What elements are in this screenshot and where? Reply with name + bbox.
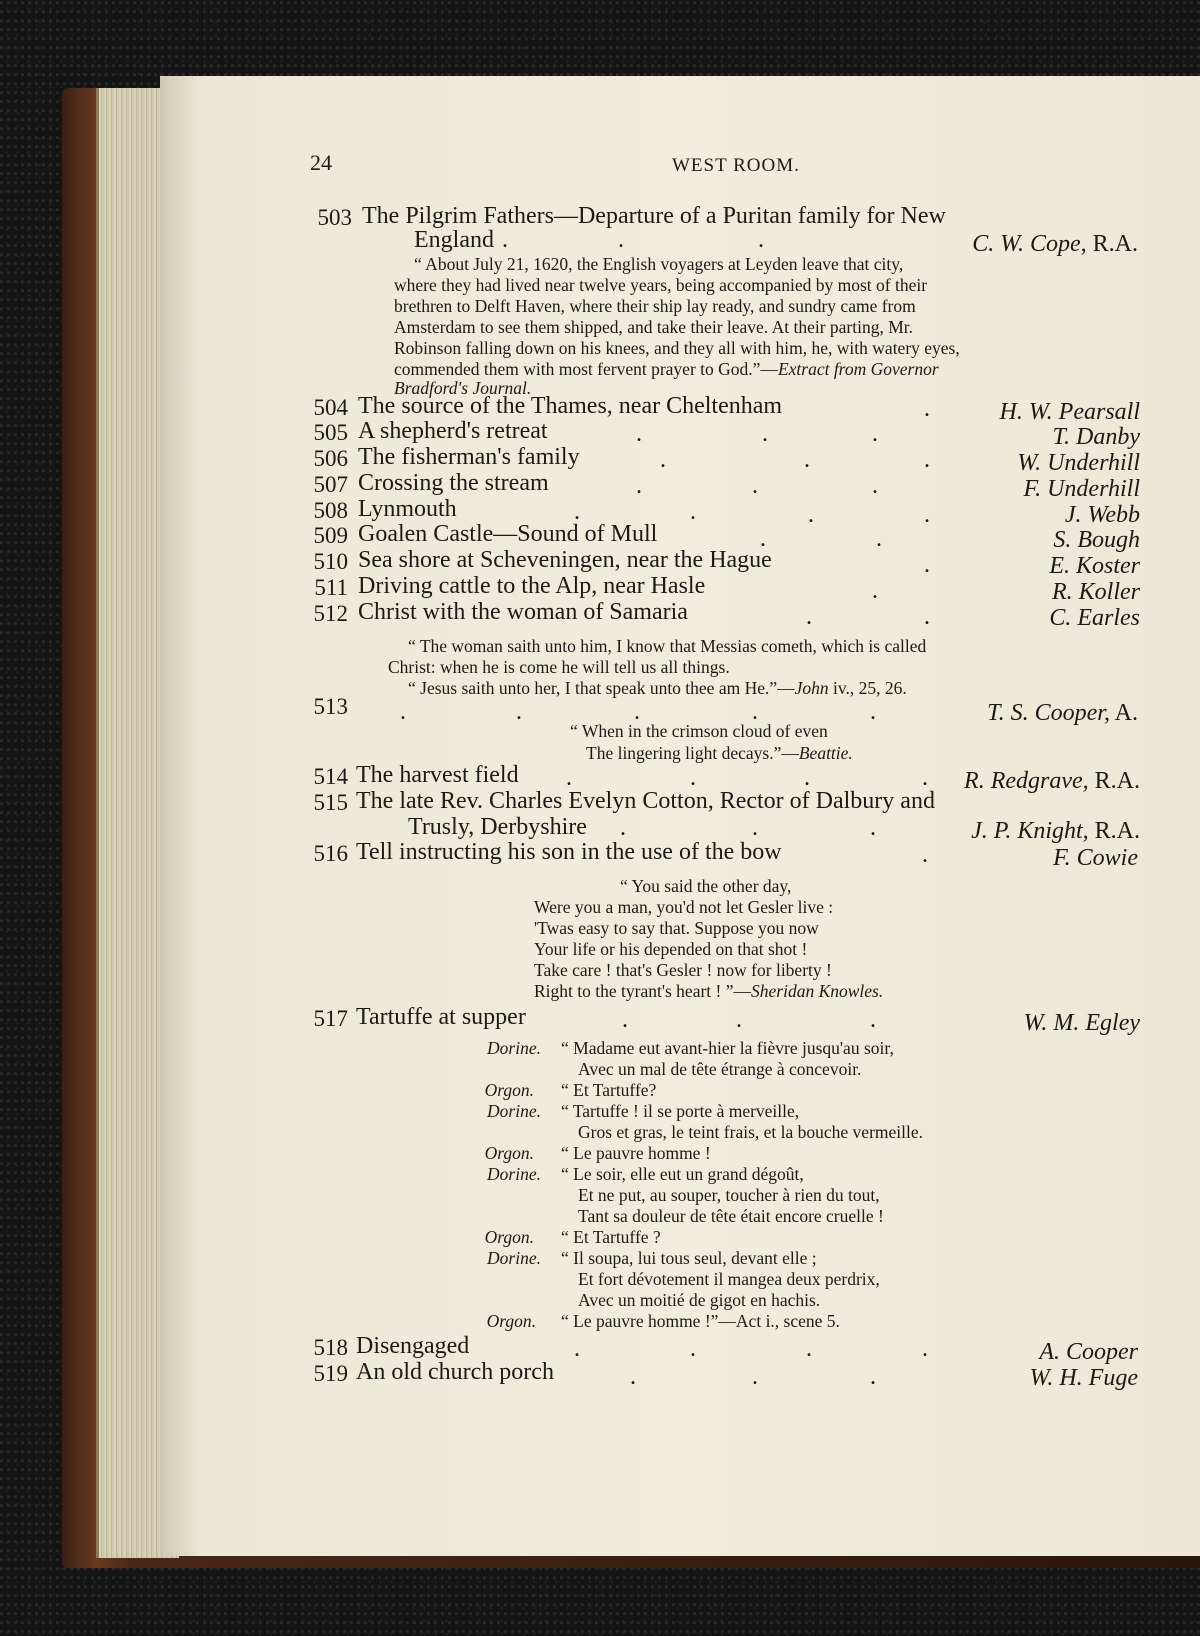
- leader-dots: .: [924, 552, 930, 578]
- leader-dots: .: [690, 499, 696, 525]
- leader-dots: .: [620, 815, 626, 841]
- entry-artist: J. P. Knight, R.A.: [971, 818, 1140, 844]
- quote-line: Take care ! that's Gesler ! now for liberty !: [534, 960, 832, 980]
- dialogue-line: Avec un moitié de gigot en hachis.: [578, 1290, 821, 1310]
- quote-line: Your life or his depended on that shot !: [534, 939, 808, 959]
- leader-dots: .: [752, 473, 758, 499]
- leader-dots: .: [760, 526, 766, 552]
- leader-dots: .: [924, 604, 930, 630]
- entry-number: 513: [313, 694, 348, 719]
- leader-dots: .: [618, 227, 624, 253]
- entry-number: 508: [313, 498, 348, 523]
- dialogue-line: “ Et Tartuffe?: [561, 1080, 657, 1100]
- leader-dots: .: [804, 765, 810, 791]
- leader-dots: .: [736, 1007, 742, 1033]
- leader-dots: .: [574, 499, 580, 525]
- entry-title: Sea shore at Scheveningen, near the Hague: [358, 547, 772, 573]
- entry-number: 519: [313, 1361, 348, 1386]
- entry-title: The source of the Thames, near Cheltenham: [358, 393, 783, 419]
- leader-dots: .: [870, 1007, 876, 1033]
- leader-dots: .: [636, 473, 642, 499]
- entry-title: The late Rev. Charles Evelyn Cotton, Rector of Dalbury and: [356, 788, 935, 814]
- dialogue-line: “ Madame eut avant-hier la fièvre jusqu'au soir,: [561, 1038, 894, 1058]
- quote-line: Bradford's Journal.: [394, 378, 532, 398]
- leader-dots: .: [762, 421, 768, 447]
- entry-number: 516: [313, 841, 348, 866]
- leader-dots: .: [922, 1336, 928, 1362]
- quote-line: Amsterdam to see them shipped, and take their leave. At their parting, Mr.: [394, 317, 914, 337]
- entry-number: 505: [313, 420, 348, 445]
- entry-artist: J. Webb: [1064, 502, 1140, 528]
- leader-dots: .: [870, 1364, 876, 1390]
- leader-dots: .: [872, 473, 878, 499]
- quote-line: Were you a man, you'd not let Gesler live :: [534, 897, 834, 917]
- dialogue-line: Gros et gras, le teint frais, et la bouche vermeille.: [578, 1122, 924, 1142]
- dialogue-speaker: Orgon.: [486, 1311, 536, 1331]
- leader-dots: .: [690, 765, 696, 791]
- leader-dots: .: [872, 421, 878, 447]
- leader-dots: .: [876, 526, 882, 552]
- leader-dots: .: [752, 699, 758, 725]
- leader-dots: .: [806, 1336, 812, 1362]
- entry-number: 509: [313, 523, 348, 548]
- quote-line: “ About July 21, 1620, the English voyagers at Leyden leave that city,: [414, 254, 904, 274]
- entry-number: 515: [313, 790, 348, 815]
- dialogue-line: Avec un mal de tête étrange à concevoir.: [578, 1059, 862, 1079]
- entry-artist: S. Bough: [1053, 527, 1140, 553]
- entry-artist: F. Cowie: [1053, 845, 1138, 871]
- entry-title-cont: England: [414, 227, 494, 253]
- leader-dots: .: [634, 699, 640, 725]
- entry-title: An old church porch: [356, 1359, 554, 1385]
- leader-dots: .: [870, 699, 876, 725]
- entry-title: Tell instructing his son in the use of the bow: [356, 839, 782, 865]
- entry-number: 518: [313, 1335, 348, 1360]
- entry-title: The fisherman's family: [358, 444, 580, 470]
- entry-title: Driving cattle to the Alp, near Hasle: [358, 573, 706, 599]
- leader-dots: .: [630, 1364, 636, 1390]
- leader-dots: .: [636, 421, 642, 447]
- entry-artist: T. Danby: [1052, 424, 1140, 450]
- leader-dots: .: [566, 765, 572, 791]
- leader-dots: .: [622, 1007, 628, 1033]
- leader-dots: .: [806, 604, 812, 630]
- entry-number: 503: [317, 205, 352, 230]
- dialogue-line: “ Le soir, elle eut un grand dégoût,: [561, 1164, 804, 1184]
- entry-artist: R. Redgrave, R.A.: [964, 768, 1140, 794]
- page-number: 24: [310, 150, 332, 175]
- entry-title: Disengaged: [356, 1333, 470, 1359]
- quote-line: 'Twas easy to say that. Suppose you now: [534, 918, 819, 938]
- leader-dots: .: [752, 815, 758, 841]
- entry-number: 507: [313, 472, 348, 497]
- leader-dots: .: [924, 502, 930, 528]
- leader-dots: .: [872, 578, 878, 604]
- dialogue-speaker: Dorine.: [487, 1248, 541, 1268]
- dialogue-speaker: Orgon.: [484, 1080, 534, 1100]
- quote-line: “ When in the crimson cloud of even: [570, 721, 828, 741]
- entry-artist: A. Cooper: [1039, 1339, 1138, 1365]
- leader-dots: .: [574, 1336, 580, 1362]
- entry-title: Tartuffe at supper: [356, 1004, 526, 1030]
- entry-artist: C. W. Cope, R.A.: [972, 231, 1138, 257]
- entry-artist: W. M. Egley: [1023, 1010, 1140, 1036]
- quote-line: “ Jesus saith unto her, I that speak unto thee am He.”—John iv., 25, 26.: [408, 678, 907, 698]
- entry-title-cont: Trusly, Derbyshire: [408, 814, 587, 840]
- entry-artist: T. S. Cooper, A.: [987, 700, 1138, 726]
- dialogue-line: “ Le pauvre homme !”—Act i., scene 5.: [561, 1311, 840, 1331]
- dialogue-line: “ Tartuffe ! il se porte à merveille,: [561, 1101, 800, 1121]
- leader-dots: .: [924, 396, 930, 422]
- dialogue-line: “ Il soupa, lui tous seul, devant elle ;: [561, 1248, 817, 1268]
- dialogue-line: Tant sa douleur de tête était encore cruelle !: [578, 1206, 884, 1226]
- entry-title: Lynmouth: [358, 496, 457, 522]
- entry-number: 511: [314, 575, 348, 600]
- entry-number: 517: [313, 1006, 348, 1031]
- entry-title: Christ with the woman of Samaria: [358, 599, 688, 625]
- dialogue-line: “ Le pauvre homme !: [561, 1143, 711, 1163]
- quote-line: “ You said the other day,: [620, 876, 792, 896]
- entry-title: Crossing the stream: [358, 470, 549, 496]
- leader-dots: .: [758, 227, 764, 253]
- leader-dots: .: [516, 699, 522, 725]
- leader-dots: .: [922, 842, 928, 868]
- leader-dots: .: [752, 1364, 758, 1390]
- leader-dots: .: [808, 502, 814, 528]
- dialogue-speaker: Dorine.: [487, 1038, 541, 1058]
- leader-dots: .: [804, 447, 810, 473]
- dialogue-speaker: Dorine.: [487, 1101, 541, 1121]
- quote-line: Christ: when he is come he will tell us all things.: [388, 657, 730, 677]
- leader-dots: .: [660, 447, 666, 473]
- quote-line: “ The woman saith unto him, I know that Messias cometh, which is called: [408, 636, 927, 656]
- quote-line: The lingering light decays.”—Beattie.: [586, 743, 853, 763]
- leader-dots: .: [870, 815, 876, 841]
- entry-number: 510: [313, 549, 348, 574]
- entry-artist: E. Koster: [1049, 553, 1140, 579]
- leader-dots: .: [924, 447, 930, 473]
- entry-number: 506: [313, 446, 348, 471]
- entry-artist: F. Underhill: [1023, 476, 1140, 502]
- quote-line: brethren to Delft Haven, where their ship lay ready, and sundry came from: [394, 296, 916, 316]
- entry-title: The harvest field: [356, 762, 519, 788]
- quote-line: Right to the tyrant's heart ! ”—Sheridan Knowles.: [534, 981, 884, 1001]
- dialogue-speaker: Orgon.: [484, 1227, 534, 1247]
- entry-artist: W. Underhill: [1017, 450, 1140, 476]
- entry-artist: H. W. Pearsall: [999, 399, 1140, 425]
- entry-title: The Pilgrim Fathers—Departure of a Puritan family for New: [362, 203, 946, 229]
- entry-number: 504: [313, 395, 348, 420]
- running-head: WEST ROOM.: [672, 155, 800, 176]
- dialogue-line: “ Et Tartuffe ?: [561, 1227, 661, 1247]
- leader-dots: .: [502, 227, 508, 253]
- dialogue-speaker: Dorine.: [487, 1164, 541, 1184]
- leader-dots: .: [922, 765, 928, 791]
- entry-artist: R. Koller: [1052, 579, 1140, 605]
- quote-line: commended them with most fervent prayer to God.”—Extract from Governor: [394, 359, 939, 379]
- dialogue-line: Et ne put, au souper, toucher à rien du tout,: [578, 1185, 880, 1205]
- entry-number: 512: [313, 601, 348, 626]
- quote-line: where they had lived near twelve years, being accompanied by most of their: [394, 275, 928, 295]
- dialogue-line: Et fort dévotement il mangea deux perdrix,: [578, 1269, 880, 1289]
- entry-title: A shepherd's retreat: [358, 418, 548, 444]
- dialogue-speaker: Orgon.: [484, 1143, 534, 1163]
- entry-title: Goalen Castle—Sound of Mull: [358, 521, 658, 547]
- leader-dots: .: [690, 1336, 696, 1362]
- quote-line: Robinson falling down on his knees, and they all with him, he, with watery eyes,: [394, 338, 960, 358]
- leader-dots: .: [400, 699, 406, 725]
- entry-artist: W. H. Fuge: [1029, 1365, 1138, 1391]
- entry-artist: C. Earles: [1049, 605, 1140, 631]
- entry-number: 514: [313, 764, 348, 789]
